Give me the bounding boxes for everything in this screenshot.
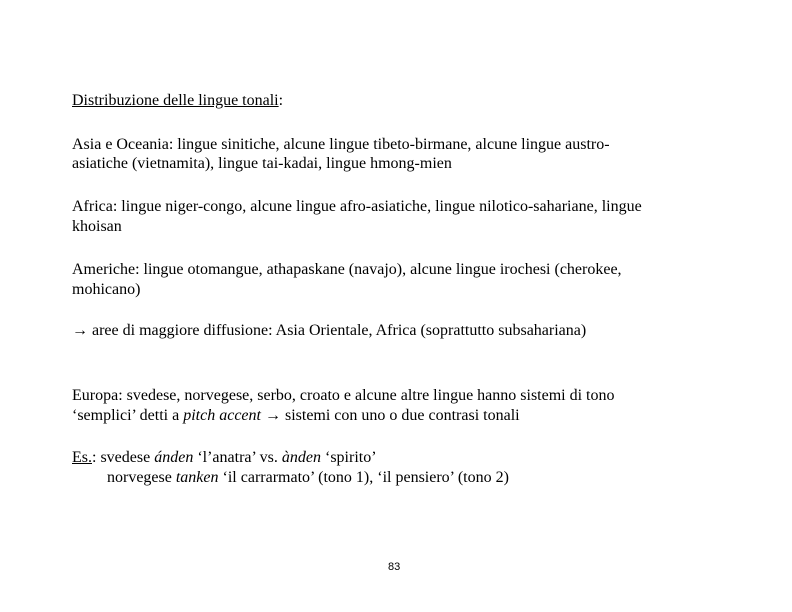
asia-line-2: asiatiche (vietnamita), lingue tai-kadai, lingue hmong-mien	[72, 155, 452, 172]
pitch-accent-term: pitch accent	[183, 407, 261, 424]
sv-word-2: ànden	[281, 449, 321, 466]
sv-prefix: svedese	[96, 449, 155, 466]
europa-text-a: ‘semplici’ detti a	[72, 407, 184, 424]
europa-line-1: Europa: svedese, norvegese, serbo, croato e alcune altre lingue hanno sistemi di tono	[72, 387, 615, 404]
africa-line-1: Africa: lingue niger-congo, alcune lingue afro-asiatiche, lingue nilotico-sahariane, lingue	[72, 198, 642, 215]
examples-label: Es.	[72, 449, 92, 466]
sv-gloss-2: ‘spirito’	[320, 449, 377, 466]
examples-line-1	[72, 448, 377, 468]
asia-line-1: Asia e Oceania: lingue sinitiche, alcune lingue tibeto-birmane, alcune lingue austro-	[72, 136, 610, 153]
sv-word-1: ánden	[154, 449, 194, 466]
no-word: tanken	[175, 469, 219, 486]
page-number: 83	[388, 561, 401, 573]
section-title	[72, 91, 283, 111]
europa-text-b: → sistemi con uno o due contrasi tonali	[260, 407, 520, 424]
title-text: Distribuzione delle lingue tonali	[72, 92, 279, 109]
examples-colon: :	[92, 449, 97, 466]
americhe-line-2: mohicano)	[72, 281, 141, 298]
examples-line-2	[107, 468, 509, 488]
title-colon: :	[278, 92, 284, 109]
diffusione-line: → aree di maggiore diffusione: Asia Orientale, Africa (soprattutto subsahariana)	[72, 322, 587, 339]
europa-line-2	[72, 406, 520, 426]
africa-line-2: khoisan	[72, 218, 122, 235]
no-prefix: norvegese	[107, 469, 176, 486]
americhe-line-1: Americhe: lingue otomangue, athapaskane (navajo), alcune lingue irochesi (cherokee,	[72, 261, 622, 278]
sv-gloss-1: ‘l’anatra’ vs.	[193, 449, 282, 466]
no-gloss: ‘il carrarmato’ (tono 1), ‘il pensiero’ (tono 2)	[218, 469, 509, 486]
